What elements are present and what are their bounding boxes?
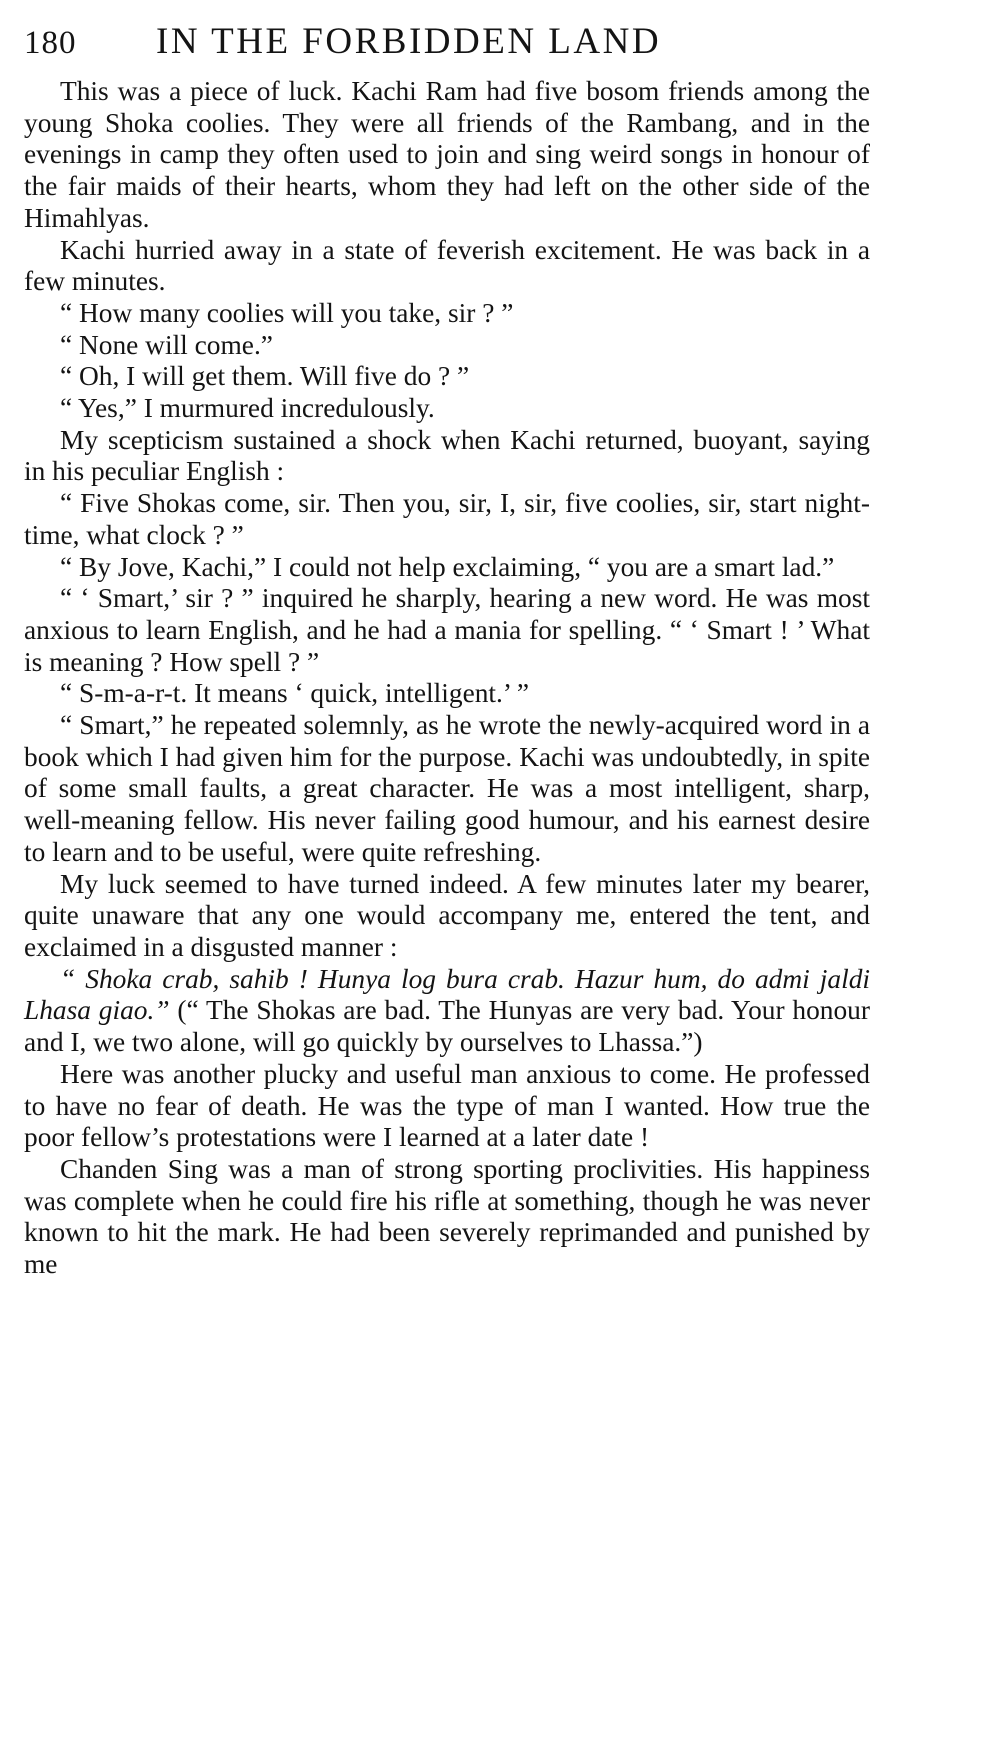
paragraph-smart-repeated: “ Smart,” he repeated solemnly, as he wrote the newly-acquired word in a book which I had given him for the purpose. Kachi was undoubtedly, in spite of some small faults, a great character. He was a most intelligent, sharp, well-meaning fellow. His never failing good humour, and his earnest desire to learn and to be useful, were quite refreshing.	[24, 710, 870, 867]
paragraph-my-luck: My luck seemed to have turned indeed. A few minutes later my bearer, quite unaware that any one would accompany me, entered the tent, and exclaimed in a disgusted manner :	[24, 868, 870, 962]
dialog-none-will-come: “ None will come.”	[60, 329, 273, 360]
dialog-five-shokas: “ Five Shokas come, sir. Then you, sir, I, sir, five coolies, sir, start night-time, what clock ? ”	[24, 488, 870, 550]
book-page	[24, 20, 870, 1281]
paragraph-plucky-man: Here was another plucky and useful man anxious to come. He professed to have no fear of death. He was the type of man I wanted. How true the poor fellow’s protestations were I learned at a later date !	[24, 1058, 870, 1153]
page-number: 180	[24, 25, 77, 61]
hindustani-quote: “ Shoka crab, sahib ! Hunya log bura crab. Hazur hum, do admi jaldi Lhasa giao.”	[24, 963, 870, 1026]
running-title: IN THE FORBIDDEN LAND	[156, 21, 662, 62]
dialog-smart-sir: “ ‘ Smart,’ sir ? ” inquired he sharply, hearing a new word. He was most anxious to learn English, and he had a mania for spelling. “ ‘ Smart ! ’ What is meaning ? How spell ? ”	[24, 583, 870, 677]
dialog-how-many: “ How many coolies will you take, sir ? ”	[60, 297, 514, 328]
dialog-yes: “ Yes,” I murmured incredulously.	[60, 393, 435, 424]
paragraph-chanden-sing: Chanden Sing was a man of strong sporting proclivities. His happiness was complete when he could fire his rifle at something, though he was never known to hit the mark. He had been severely reprimanded and punished by me	[24, 1153, 870, 1280]
paragraph-scepticism: My scepticism sustained a shock when Kachi returned, buoyant, saying in his peculiar English :	[24, 424, 870, 487]
page-header	[24, 20, 870, 76]
dialog-spelling: “ S-m-a-r-t. It means ‘ quick, intelligent.’ ”	[60, 678, 529, 709]
paragraph-kachi-hurried: Kachi hurried away in a state of feverish excitement. He was back in a few minutes.	[24, 234, 870, 297]
quote-translation: (“ The Shokas are bad. The Hunyas are very bad. Your honour and I, we two alone, will go quickly by ourselves to Lhassa.”)	[24, 995, 870, 1058]
paragraph-luck: This was a piece of luck. Kachi Ram had five bosom friends among the young Shoka coolies. They were all friends of the Rambang, and in the evenings in camp they often used to join and sing weird songs in honour of the fair maids of their hearts, whom they had left on the other side of the Himahlyas.	[24, 76, 870, 233]
dialog-will-five-do: “ Oh, I will get them. Will five do ? ”	[60, 361, 470, 392]
dialog-by-jove: “ By Jove, Kachi,” I could not help exclaiming, “ you are a smart lad.”	[60, 551, 835, 582]
paragraph-bearer-quote	[24, 964, 870, 1059]
body-text	[24, 76, 870, 1281]
